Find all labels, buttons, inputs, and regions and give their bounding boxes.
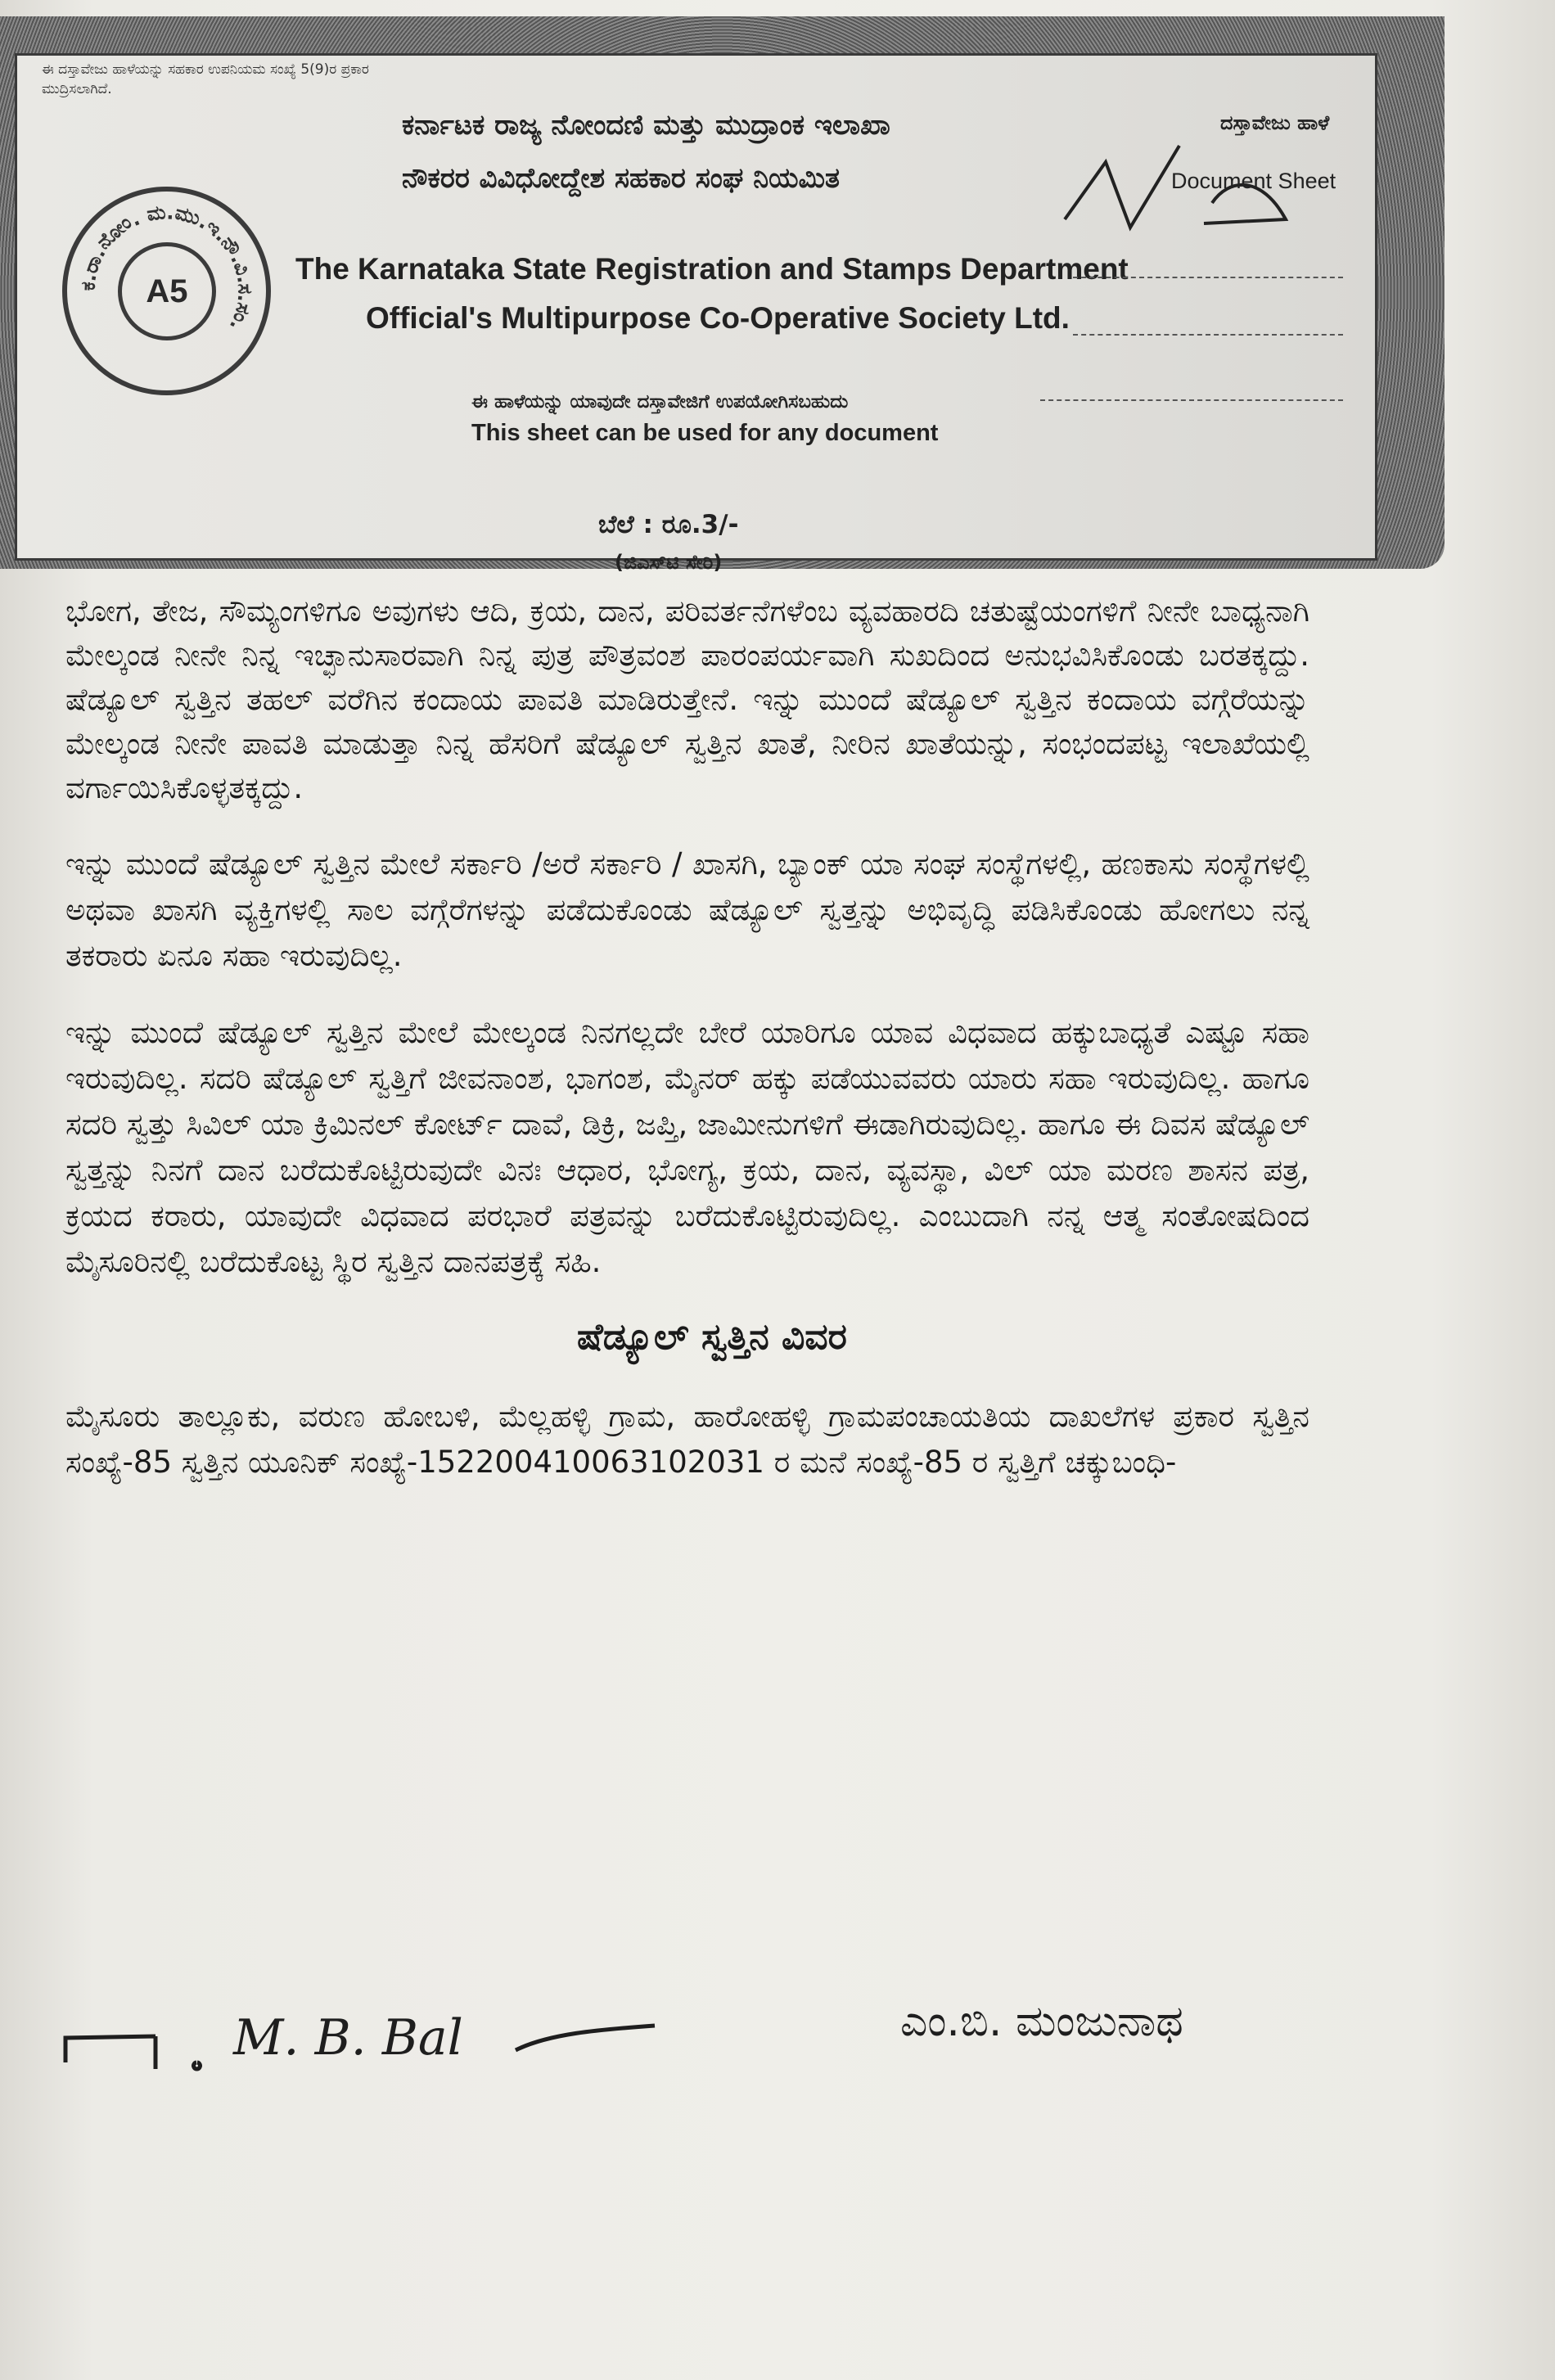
society-title-kannada: ನೌಕರರ ವಿವಿಧೋದ್ದೇಶ ಸಹಕಾರ ಸಂಘ ನಿಯಮಿತ [402,162,841,195]
body-paragraph: ಇನ್ನು ಮುಂದೆ ಷೆಡ್ಯೂಲ್ ಸ್ವತ್ತಿನ ಮೇಲೆ ಮೇಲ್ಕಂಡ ನಿನಗಲ್ಲದೇ ಬೇರೆ ಯಾರಿಗೂ ಯಾವ ವಿಧವಾದ ಹಕ್ಕುಬಾಧ್ಯತೆ ಎಷ್ಟೂ ಸಹಾ ಇರುವುದಿಲ್ಲ. ಸದರಿ ಷೆಡ್ಯೂಲ್ ಸ್ವತ್ತಿಗೆ ಜೀವನಾಂಶ, ಭಾಗಂಶ, ಮೈನರ್ ಹಕ್ಕು ಪಡೆಯುವವರು ಯಾರು ಸಹಾ ಇರುವುದಿಲ್ಲ. ಹಾಗೂ ಸದರಿ ಸ್ವತ್ತು ಸಿವಿಲ್ ಯಾ ಕ್ರಿಮಿನಲ್ ಕೋರ್ಟ್ ದಾವೆ, ಡಿಕ್ರಿ, ಜಪ್ತಿ, ಜಾಮೀನುಗಳಿಗೆ ಈಡಾಗಿರುವುದಿಲ್ಲ. ಹಾಗೂ ಈ ದಿವಸ ಷೆಡ್ಯೂಲ್ ಸ್ವತ್ತನ್ನು ನಿನಗೆ ದಾನ ಬರೆದುಕೊಟ್ಟಿರುವುದೇ ವಿನಃ ಆಧಾರ, ಭೋಗ್ಯ, ಕ್ರಯ, ದಾನ, ವ್ಯವಸ್ಥಾ, ವಿಲ್ ಯಾ ಮರಣ ಶಾಸನ ಪತ್ರ, ಕ್ರಯದ ಕರಾರು, ಯಾವುದೇ ವಿಧವಾದ ಪರಭಾರೆ ಪತ್ರವನ್ನು ಬರೆದುಕೊಟ್ಟಿರುವುದಿಲ್ಲ. ಎಂಬುದಾಗಿ ನನ್ನ ಆತ್ಮ ಸಂತೋಷದಿಂದ ಮೈಸೂರಿನಲ್ಲಿ ಬರೆದುಕೊಟ್ಟ ಸ್ಥಿರ ಸ್ವತ್ತಿನ ದಾನಪತ್ರಕ್ಕೆ ಸಹಿ. [65,1015,1309,1279]
divider-line [1073,334,1343,336]
stamp-paper-header [0,16,1445,574]
sheet-label-kannada: ದಸ್ತಾವೇಜು ಹಾಳೆ [1220,111,1330,134]
body-paragraph: ಇನ್ನು ಮುಂದೆ ಷೆಡ್ಯೂಲ್ ಸ್ವತ್ತಿನ ಮೇಲೆ ಸರ್ಕಾರಿ /ಅರೆ ಸರ್ಕಾರಿ / ಖಾಸಗಿ, ಬ್ಯಾಂಕ್ ಯಾ ಸಂಘ ಸಂಸ್ಥೆಗಳಲ್ಲಿ, ಹಣಕಾಸು ಸಂಸ್ಥೆಗಳಲ್ಲಿ ಅಥವಾ ಖಾಸಗಿ ವ್ಯಕ್ತಿಗಳಲ್ಲಿ ಸಾಲ ವಗ್ಗೆರೆಗಳನ್ನು ಪಡೆದುಕೊಂಡು ಷೆಡ್ಯೂಲ್ ಸ್ವತ್ತನ್ನು ಅಭಿವೃದ್ಧಿ ಪಡಿಸಿಕೊಂಡು ಹೋಗಲು ನನ್ನ ತಕರಾರು ಏನೂ ಸಹಾ ಇರುವುದಿಲ್ಲ. [65,846,1309,973]
department-title-english: The Karnataka State Registration and Stamps Department [295,252,1129,286]
department-title-kannada: ಕರ್ನಾಟಕ ರಾಜ್ಯ ನೋಂದಣಿ ಮತ್ತು ಮುದ್ರಾಂಕ ಇಲಾಖಾ [402,109,890,142]
schedule-title: ಷೆಡ್ಯೂಲ್ ಸ್ವತ್ತಿನ ವಿವರ [577,1316,847,1358]
gst-note: (ಜಿಎಸ್‌ಟಿ ಸೇರಿ) [615,551,723,574]
stamp-price: ಬೆಲೆ : ರೂ.3/- [598,510,739,539]
society-seal [62,187,271,395]
document-body [65,589,1309,1517]
society-title-english: Official's Multipurpose Co-Operative Society Ltd. [366,301,1070,335]
seal-center [118,242,216,340]
usage-note-english: This sheet can be used for any document [471,420,939,446]
sheet-label-english: Document Sheet [1171,169,1336,193]
signature-right: ಎಂ.ಬಿ. ಮಂಜುನಾಥ [900,1997,1183,2046]
stamp-paper-panel [15,53,1377,574]
schedule-paragraph: ಮೈಸೂರು ತಾಲ್ಲೂಕು, ವರುಣ ಹೋಬಳಿ, ಮೆಲ್ಲಹಳ್ಳಿ ಗ್ರಾಮ, ಹಾರೋಹಳ್ಳಿ ಗ್ರಾಮಪಂಚಾಯತಿಯ ದಾಖಲೆಗಳ ಪ್ರಕಾರ ಸ್ವತ್ತಿನ ಸಂಖ್ಯೆ-85 ಸ್ವತ್ತಿನ ಯೂನಿಕ್ ಸಂಖ್ಯೆ-152200410063102031 ರ ಮನೆ ಸಂಖ್ಯೆ-85 ರ ಸ್ವತ್ತಿಗೆ ಚಕ್ಕುಬಂಧಿ- [65,1399,1309,1480]
print-notice: ಈ ದಸ್ತಾವೇಜು ಹಾಳೆಯನ್ನು ಸಹಕಾರ ಉಪನಿಯಮ ಸಂಖ್ಯೆ 5(9)ರ ಪ್ರಕಾರ ಮುದ್ರಿಸಲಾಗಿದೆ. [42,61,369,97]
signature-left-text: M. B. Bal [233,2009,463,2067]
usage-note-kannada: ಈ ಹಾಳೆಯನ್ನು ಯಾವುದೇ ದಸ್ತಾವೇಜಿಗೆ ಉಪಯೋಗಿಸಬಹುದು [471,391,849,412]
divider-line [1040,399,1343,401]
divider-line [1073,277,1343,278]
svg-text:ಕ.ರಾ.ನೋಂ. ಮ.ಮು.ಇ.ನೌ.ವಿ.ಸ.ಸಂ.: ಕ.ರಾ.ನೋಂ. ಮ.ಮು.ಇ.ನೌ.ವಿ.ಸ.ಸಂ. [76,200,257,335]
pen-mark [1057,129,1302,252]
seal-code: A5 [146,273,188,309]
body-paragraph: ಭೋಗ, ತೇಜ, ಸೌಮ್ಯಂಗಳಿಗೂ ಅವುಗಳು ಆದಿ, ಕ್ರಯ, ದಾನ, ಪರಿವರ್ತನೆಗಳೆಂಬ ವ್ಯವಹಾರದಿ ಚತುಷ್ಟೆಯಂಗಳಿಗೆ ನೀನೇ ಬಾಧ್ಯನಾಗಿ ಮೇಲ್ಕಂಡ ನೀನೇ ನಿನ್ನ ಇಚ್ಛಾನುಸಾರವಾಗಿ ನಿನ್ನ ಪುತ್ರ ಪೌತ್ರವಂಶ ಪಾರಂಪರ್ಯವಾಗಿ ಸುಖದಿಂದ ಅನುಭವಿಸಿಕೊಂಡು ಬರತಕ್ಕದ್ದು. ಷೆಡ್ಯೂಲ್ ಸ್ವತ್ತಿನ ತಹಲ್ ವರೆಗಿನ ಕಂದಾಯ ಪಾವತಿ ಮಾಡಿರುತ್ತೇನೆ. ಇನ್ನು ಮುಂದೆ ಷೆಡ್ಯೂಲ್ ಸ್ವತ್ತಿನ ಕಂದಾಯ ವಗ್ಗೆರೆಯನ್ನು ಮೇಲ್ಕಂಡ ನೀನೇ ಪಾವತಿ ಮಾಡುತ್ತಾ ನಿನ್ನ ಹೆಸರಿಗೆ ಷೆಡ್ಯೂಲ್ ಸ್ವತ್ತಿನ ಖಾತೆ, ನೀರಿನ ಖಾತೆಯನ್ನು, ಸಂಭಂದಪಟ್ಟ ಇಲಾಖೆಯಲ್ಲಿ ವರ್ಗಾಯಿಸಿಕೊಳ್ಳತಕ್ಕದ್ದು. [65,593,1309,805]
